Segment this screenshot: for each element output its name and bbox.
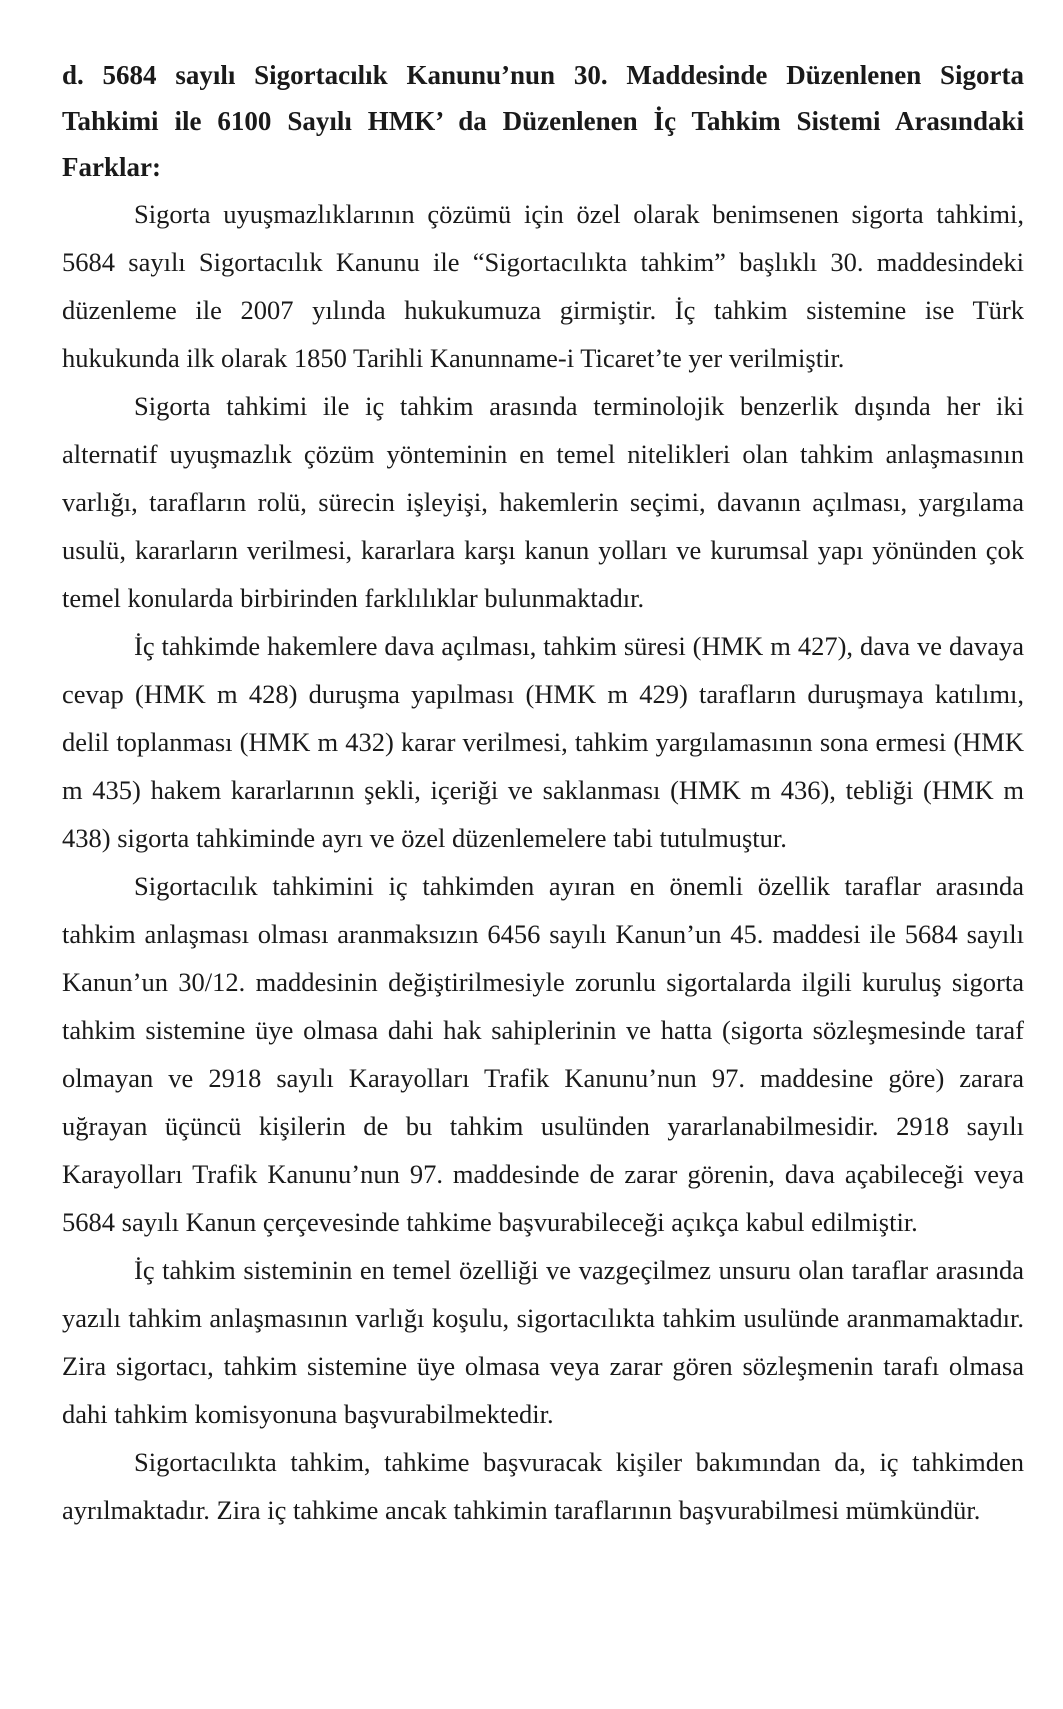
paragraph-4: Sigortacılık tahkimini iç tahkimden ayıran en önemli özellik taraflar arasında tahkim anlaşması olması aranmaksızın 6456 sayılı Kanun’un 45. maddesi ile 5684 sayılı Kanun’un 30/12. maddesinin değiştirilmesiyle zorunlu sigortalarda ilgili kuruluş sigorta tahkim sistemine üye olmasa dahi hak sahiplerinin ve hatta (sigorta sözleşmesinde taraf olmayan ve 2918 sayılı Karayolları Trafik Kanunu’nun 97. maddesine göre) zarara uğrayan üçüncü kişilerin de bu tahkim usulünden yararlanabilmesidir. 2918 sayılı Karayolları Trafik Kanunu’nun 97. maddesinde de zarar görenin, dava açabileceği veya 5684 sayılı Kanun çerçevesinde tahkime başvurabileceği açıkça kabul edilmiştir. — [62, 871, 1024, 1237]
section-heading: d. 5684 sayılı Sigortacılık Kanunu’nun 30. Maddesinde Düzenlenen Sigorta Tahkimi ile 6100 Sayılı HMK’ da Düzenlenen İç Tahkim Sistemi Arasındaki Farklar: — [62, 60, 1024, 182]
document-page — [62, 52, 1024, 1534]
paragraph-1: Sigorta uyuşmazlıklarının çözümü için özel olarak benimsenen sigorta tahkimi, 5684 sayılı Sigortacılık Kanunu ile “Sigortacılıkta tahkim” başlıklı 30. maddesindeki düzenleme ile 2007 yılında hukukumuza girmiştir. İç tahkim sistemine ise Türk hukukunda ilk olarak 1850 Tarihli Kanunname-i Ticaret’te yer verilmiştir. — [62, 199, 1024, 373]
paragraph-5: İç tahkim sisteminin en temel özelliği ve vazgeçilmez unsuru olan taraflar arasında yazılı tahkim anlaşmasının varlığı koşulu, sigortacılıkta tahkim usulünde aranmamaktadır. Zira sigortacı, tahkim sistemine üye olmasa veya zarar gören sözleşmenin tarafı olmasa dahi tahkim komisyonuna başvurabilmektedir. — [62, 1255, 1024, 1429]
paragraph-2: Sigorta tahkimi ile iç tahkim arasında terminolojik benzerlik dışında her iki alternatif uyuşmazlık çözüm yönteminin en temel nitelikleri olan tahkim anlaşmasının varlığı, tarafların rolü, sürecin işleyişi, hakemlerin seçimi, davanın açılması, yargılama usulü, kararların verilmesi, kararlara karşı kanun yolları ve kurumsal yapı yönünden çok temel konularda birbirinden farklılıklar bulunmaktadır. — [62, 391, 1024, 613]
paragraph-6: Sigortacılıkta tahkim, tahkime başvuracak kişiler bakımından da, iç tahkimden ayrılmaktadır. Zira iç tahkime ancak tahkimin taraflarının başvurabilmesi mümkündür. — [62, 1447, 1024, 1525]
paragraph-3: İç tahkimde hakemlere dava açılması, tahkim süresi (HMK m 427), dava ve davaya cevap (HMK m 428) duruşma yapılması (HMK m 429) tarafların duruşmaya katılımı, delil toplanması (HMK m 432) karar verilmesi, tahkim yargılamasının sona ermesi (HMK m 435) hakem kararlarının şekli, içeriği ve saklanması (HMK m 436), tebliği (HMK m 438) sigorta tahkiminde ayrı ve özel düzenlemelere tabi tutulmuştur. — [62, 631, 1024, 853]
